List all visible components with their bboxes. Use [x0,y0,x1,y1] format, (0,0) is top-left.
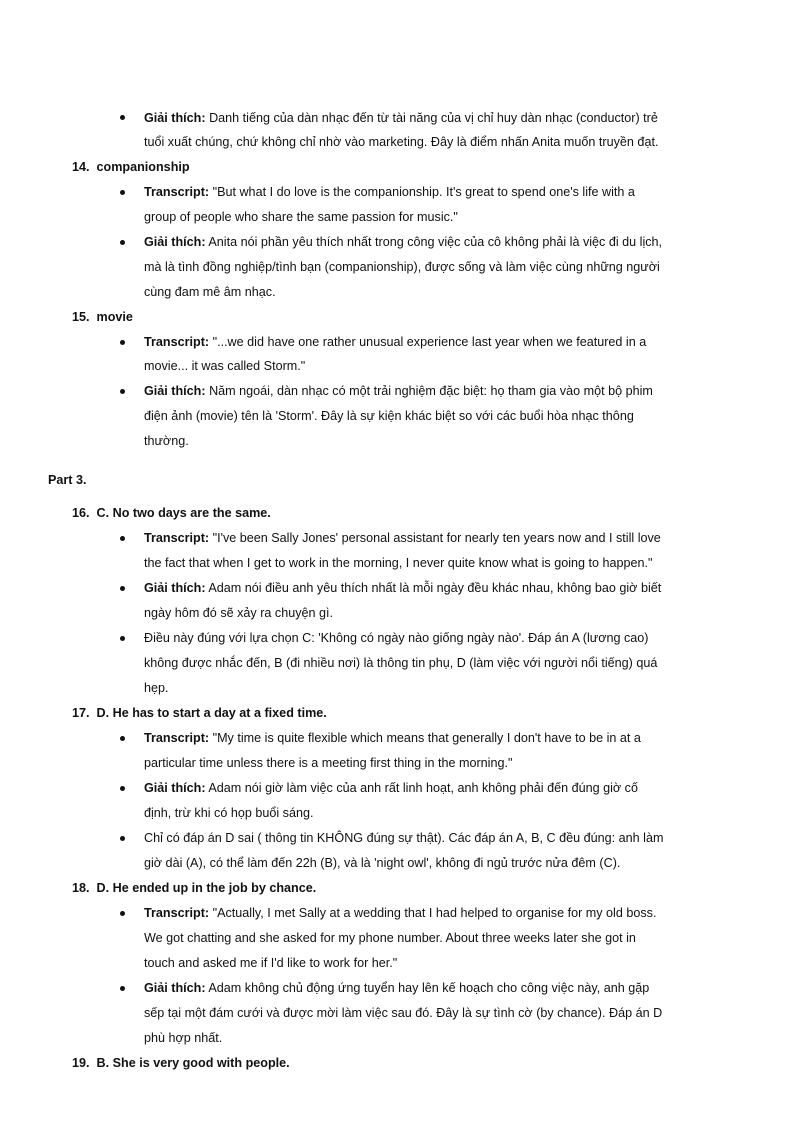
transcript-label: Transcript: [144,731,210,745]
question-answer: D. He has to start a day at a fixed time. [96,706,327,720]
question-heading [72,880,316,896]
explanation-line: mà là tình đồng nghiệp/tình bạn (companionship), được sống và làm việc cùng những người [144,260,660,274]
question-answer: C. No two days are the same. [96,506,271,520]
explanation-label: Giải thích: [144,111,206,125]
explanation-line: Giải thích: Danh tiếng của dàn nhạc đến từ tài năng của vị chỉ huy dàn nhạc (conductor) trẻ [144,111,658,125]
transcript-line: We got chatting and she asked for my phone number. About three weeks later she got in [144,931,636,945]
question-number: 15. [72,310,90,324]
bullet [120,586,125,591]
question-heading [72,309,133,325]
transcript-label: Transcript: [144,531,210,545]
question-heading [72,1055,290,1071]
bullet [120,240,125,245]
explanation-line: Giải thích: Anita nói phần yêu thích nhất trong công việc của cô không phải là việc đi du lịch, [144,235,663,249]
transcript-line: Transcript: "But what I do love is the companionship. It's great to spend one's life with a [144,185,635,199]
transcript-line: Transcript: "Actually, I met Sally at a wedding that I had helped to organise for my old boss. [144,906,657,920]
question-answer: movie [96,310,133,324]
transcript-line: Transcript: "...we did have one rather unusual experience last year when we featured in a [144,335,647,349]
transcript-label: Transcript: [144,185,210,199]
bullet [120,736,125,741]
note-line: hẹp. [144,681,169,695]
question-answer: D. He ended up in the job by chance. [96,881,317,895]
note-line: Điều này đúng với lựa chọn C: 'Không có ngày nào giống ngày nào'. Đáp án A (lương cao) [144,631,649,645]
question-number: 14. [72,160,90,174]
note-line: không được nhắc đến, B (đi nhiều nơi) là thông tin phụ, D (làm việc với người nổi tiếng) quá [144,656,658,670]
explanation-line: Giải thích: Adam không chủ động ứng tuyển hay lên kế hoạch cho công việc này, anh gặp [144,981,650,995]
transcript-line: movie... it was called Storm." [144,359,306,373]
bullet [120,786,125,791]
bullet [120,190,125,195]
explanation-line: phù hợp nhất. [144,1031,223,1045]
bullet [120,911,125,916]
explanation-label: Giải thích: [144,781,206,795]
question-number: 16. [72,506,90,520]
bullet [120,986,125,991]
bullet [120,536,125,541]
bullet [120,340,125,345]
question-number: 17. [72,706,90,720]
explanation-line: Giải thích: Năm ngoái, dàn nhạc có một trải nghiệm đặc biệt: họ tham gia vào một bộ phim [144,384,653,398]
note-line: Chỉ có đáp án D sai ( thông tin KHÔNG đúng sự thật). Các đáp án A, B, C đều đúng: anh làm [144,831,664,845]
bullet [120,389,125,394]
explanation-line: tuổi xuất chúng, chứ không chỉ nhờ vào marketing. Đây là điểm nhấn Anita muốn truyền đạt. [144,135,659,149]
question-heading [72,505,271,521]
explanation-line: cùng đam mê âm nhạc. [144,285,276,299]
explanation-line: định, trừ khi có họp buổi sáng. [144,806,314,820]
bullet [120,115,125,120]
transcript-line: Transcript: "My time is quite flexible which means that generally I don't have to be in at a [144,731,641,745]
explanation-line: sếp tại một đám cưới và được mời làm việc sau đó. Đây là sự tình cờ (by chance). Đáp án D [144,1006,663,1020]
explanation-label: Giải thích: [144,981,206,995]
transcript-line: the fact that when I get to work in the morning, I never quite know what is going to happen." [144,556,653,570]
question-number: 19. [72,1056,90,1070]
bullet [120,636,125,641]
question-number: 18. [72,881,90,895]
transcript-line: Transcript: "I've been Sally Jones' personal assistant for nearly ten years now and I still love [144,531,661,545]
transcript-label: Transcript: [144,335,210,349]
transcript-line: particular time unless there is a meeting first thing in the morning." [144,756,513,770]
explanation-line: Giải thích: Adam nói điều anh yêu thích nhất là mỗi ngày đều khác nhau, không bao giờ biết [144,581,662,595]
bullet [120,836,125,841]
explanation-label: Giải thích: [144,235,206,249]
question-heading [72,705,327,721]
transcript-line: group of people who share the same passion for music." [144,210,458,224]
transcript-line: touch and asked me if I'd like to work for her." [144,956,398,970]
question-answer: companionship [96,160,190,174]
explanation-label: Giải thích: [144,581,206,595]
note-line: giờ dài (A), có thể làm đến 22h (B), và là 'night owl', không đi ngủ trước nửa đêm (C). [144,856,621,870]
transcript-label: Transcript: [144,906,210,920]
explanation-label: Giải thích: [144,384,206,398]
explanation-line: Giải thích: Adam nói giờ làm việc của anh rất linh hoạt, anh không phải đến đúng giờ cố [144,781,638,795]
explanation-line: điện ảnh (movie) tên là 'Storm'. Đây là sự kiện khác biệt so với các buổi hòa nhạc thông [144,409,634,423]
question-answer: B. She is very good with people. [96,1056,290,1070]
explanation-line: ngày hôm đó sẽ xảy ra chuyện gì. [144,606,334,620]
section-heading: Part 3. [48,473,87,487]
explanation-line: thường. [144,434,189,448]
question-heading [72,159,190,175]
